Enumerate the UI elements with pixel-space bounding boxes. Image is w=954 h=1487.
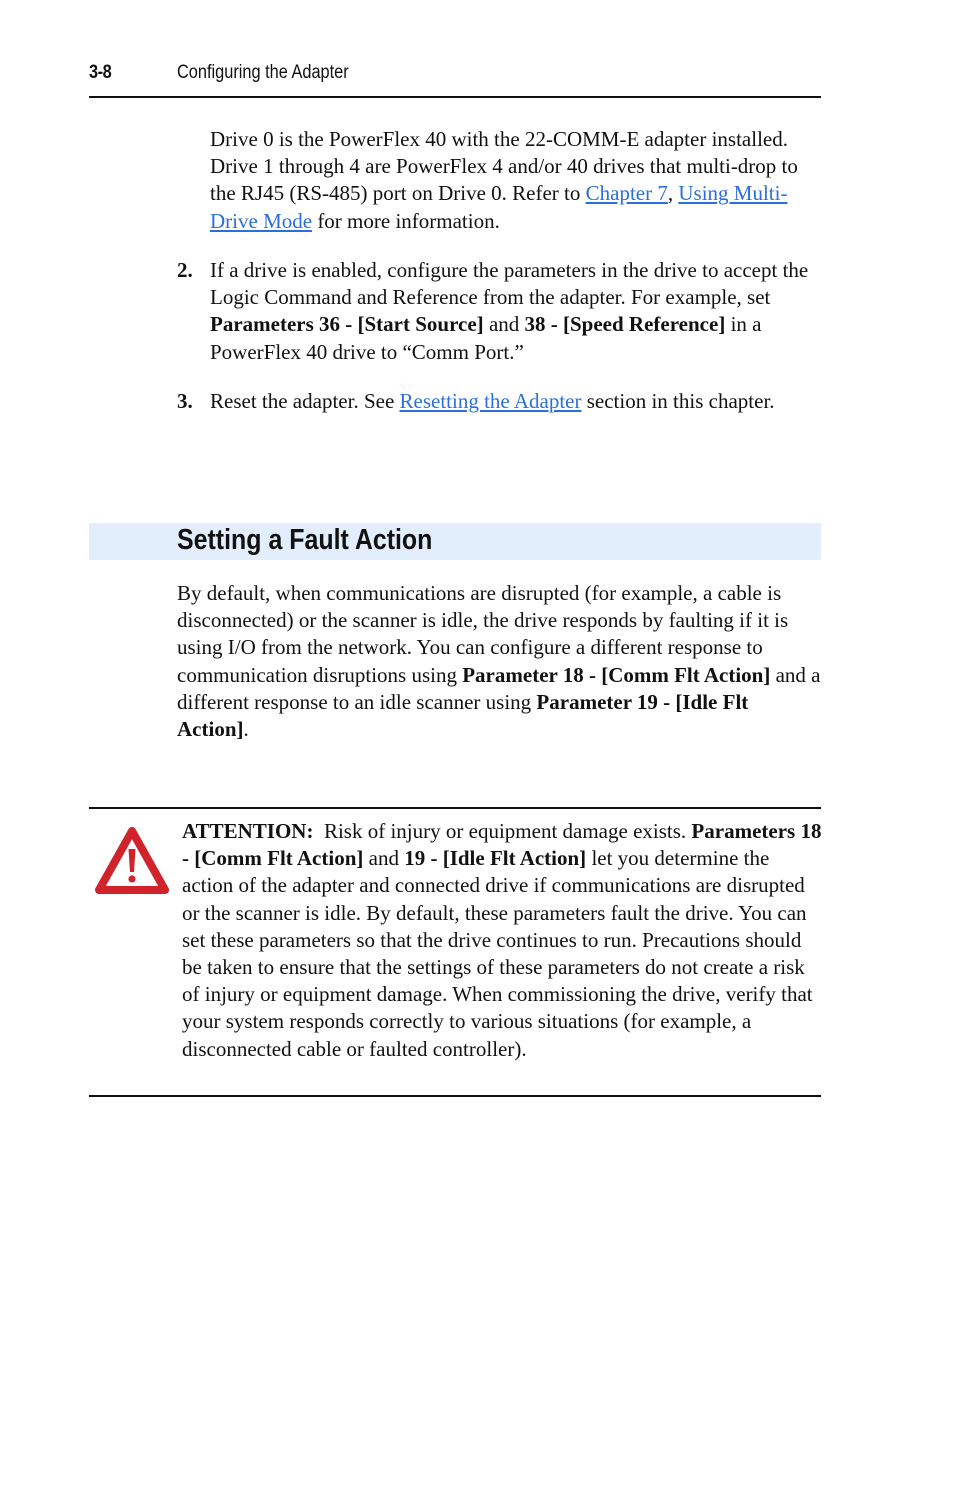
paragraph-text-segment: By default, when communications are disrupted (for example, a cable is disconnected) or the scanner is idle, the drive responds by faulting if it is using I/O from the network. You can configure a different response to communication disruptions using xyxy=(177,581,789,687)
warning-triangle-icon xyxy=(95,827,169,895)
paragraph-text-segment: and a different response to an idle scanner using xyxy=(177,662,821,714)
step-text xyxy=(210,388,822,415)
attention-box xyxy=(89,807,821,1097)
chapter-title: Configuring the Adapter xyxy=(177,62,349,83)
section-heading-bar xyxy=(89,523,821,560)
parameter-name: Parameter 19 - [Idle Flt Action] xyxy=(177,689,749,742)
intro-separator: , xyxy=(667,181,679,206)
parameter-name: Parameters 18 - [Comm Flt Action] xyxy=(182,819,822,871)
intro-paragraph xyxy=(210,126,825,235)
attention-text-segment: let you determine the action of the adapter and connected drive if communications are disrupted or the scanner is idle. By default, these parameters fault the drive. You can set these parameters so that the drive continues to run. Precautions should be taken to ensure that the settings of these parameters do not create a risk of injury or equipment damage. When commissioning the drive, verify that your system responds correctly to various situations (for example, a disconnected cable or faulted controller). xyxy=(182,846,813,1061)
page-header xyxy=(89,60,821,98)
section-title: Setting a Fault Action xyxy=(177,524,433,556)
page-number: 3-8 xyxy=(89,62,112,83)
step-number: 2. xyxy=(177,258,193,282)
parameter-name: 38 - [Speed Reference] xyxy=(524,312,726,337)
intro-text-2: for more information. xyxy=(312,208,500,233)
chapter-7-link[interactable]: Chapter 7 xyxy=(585,181,668,206)
step-number: 3. xyxy=(177,389,193,413)
resetting-adapter-link[interactable]: Resetting the Adapter xyxy=(399,389,582,413)
attention-text-segment: and xyxy=(363,846,405,871)
fault-action-paragraph xyxy=(177,580,822,743)
step-text-segment: If a drive is enabled, configure the parameters in the drive to accept the Logic Command and Reference from the adapter. For example, set xyxy=(210,258,809,310)
step-text-segment: and xyxy=(483,312,525,337)
paragraph-text-segment: . xyxy=(243,717,249,742)
parameter-name: Parameters 36 - [Start Source] xyxy=(210,312,484,337)
step-text xyxy=(210,257,822,366)
attention-text-segment: Risk of injury or equipment damage exists. xyxy=(313,819,692,843)
intro-text-1: Drive 0 is the PowerFlex 40 with the 22-COMM-E adapter installed. Drive 1 through 4 are PowerFlex 4 and/or 40 drives that multi-drop to the RJ45 (RS-485) port on Drive 0. Refer to xyxy=(210,127,798,206)
parameter-name: Parameter 18 - [Comm Flt Action] xyxy=(462,662,771,687)
attention-text xyxy=(182,818,822,1063)
step-text-segment: Reset the adapter. See xyxy=(210,389,400,413)
step-text-segment: in a PowerFlex 40 drive to “Comm Port.” xyxy=(210,312,762,364)
multi-drive-mode-link[interactable]: Using Multi-Drive Mode xyxy=(210,181,788,233)
attention-label: ATTENTION: xyxy=(182,819,314,843)
parameter-name: 19 - [Idle Flt Action] xyxy=(404,846,587,871)
step-text-segment: section in this chapter. xyxy=(581,389,775,413)
